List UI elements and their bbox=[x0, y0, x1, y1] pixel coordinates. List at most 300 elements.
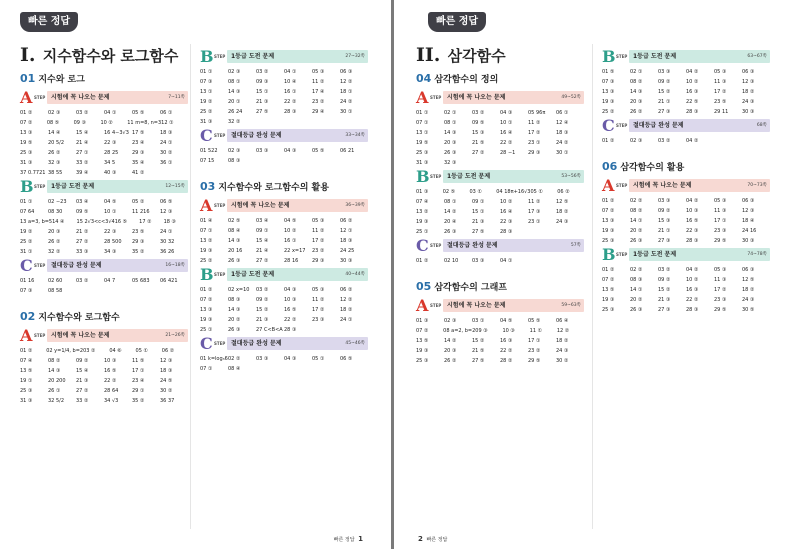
answer-row bbox=[602, 236, 770, 246]
answer-grid bbox=[20, 346, 188, 406]
answer-cell: 09 ③ bbox=[256, 79, 269, 85]
step-title-text: 1등급 도전 문제 bbox=[231, 271, 275, 278]
answer-cell: 10 ② bbox=[686, 79, 699, 85]
answer-cell: 26 ① bbox=[48, 388, 61, 394]
answer-cell: 08 ② bbox=[630, 208, 643, 214]
answer-cell: 15 ② bbox=[472, 338, 485, 344]
answer-cell: 18 ③ bbox=[160, 130, 173, 136]
answer-grid bbox=[200, 354, 368, 374]
answer-cell: 02 ③ bbox=[48, 110, 61, 116]
section-gap bbox=[200, 166, 368, 180]
step-letter: A bbox=[602, 176, 615, 195]
answer-cell: 09 ② bbox=[76, 358, 89, 364]
answer-cell bbox=[340, 364, 368, 374]
answer-cell: 17 ② bbox=[714, 287, 727, 293]
step-pages: 12~15쪽 bbox=[165, 184, 185, 189]
answer-row bbox=[602, 285, 770, 295]
answer-row bbox=[416, 316, 584, 326]
answer-cell: 30 ② bbox=[160, 150, 173, 156]
step-word: STEP bbox=[616, 123, 628, 128]
step-title bbox=[227, 268, 368, 281]
answer-cell: 09 ② bbox=[658, 277, 671, 283]
answer-cell: 05 ① bbox=[312, 356, 325, 362]
step-title bbox=[629, 248, 770, 261]
right-col1-blocks bbox=[416, 72, 584, 366]
step-letter: A bbox=[20, 88, 33, 107]
step-title-text: 시험에 꼭 나오는 문제 bbox=[51, 332, 110, 339]
answer-cell: 32 ③ bbox=[444, 160, 457, 166]
answer-cell: 06 ③ bbox=[340, 69, 353, 75]
answer-cell: 19 ③ bbox=[602, 99, 615, 105]
answer-cell: 07 64 bbox=[20, 209, 35, 215]
answer-row bbox=[200, 146, 368, 156]
answer-cell: 31 ① bbox=[20, 249, 33, 255]
answer-cell: 24 ② bbox=[556, 140, 569, 146]
left-column-2 bbox=[200, 48, 368, 374]
answer-cell: 17 ② bbox=[139, 219, 152, 225]
answer-cell: 07 ① bbox=[200, 366, 213, 372]
step-pages: 53~56쪽 bbox=[561, 174, 581, 179]
answer-row bbox=[200, 77, 368, 87]
answer-row bbox=[20, 207, 188, 217]
section-number: 02 bbox=[20, 310, 36, 323]
answer-cell bbox=[104, 286, 132, 296]
answer-cell: 06 ⑤ bbox=[340, 356, 353, 362]
answer-cell: 16 ① bbox=[284, 89, 297, 95]
answer-row bbox=[20, 148, 188, 158]
answer-cell: 02 ① bbox=[630, 69, 643, 75]
answer-row bbox=[200, 87, 368, 97]
answer-cell: 01 ① bbox=[20, 199, 33, 205]
answer-cell: 07 ② bbox=[200, 297, 213, 303]
answer-cell: 02 ① bbox=[444, 110, 457, 116]
answer-cell: 01 ④ bbox=[200, 218, 213, 224]
answer-cell: 12 ③ bbox=[742, 208, 755, 214]
answer-cell: 21 ③ bbox=[76, 378, 89, 384]
step-pages: 40~44쪽 bbox=[345, 272, 365, 277]
answer-row bbox=[602, 77, 770, 87]
answer-cell: 33 ② bbox=[76, 160, 89, 166]
page-number: 1 bbox=[358, 535, 363, 543]
answer-cell: 30 ③ bbox=[340, 258, 353, 264]
answer-cell: 24 ⑤ bbox=[160, 378, 173, 384]
answer-cell: 18 ② bbox=[340, 307, 353, 313]
answer-cell: 16 ③ bbox=[686, 287, 699, 293]
answer-cell: 12 ① bbox=[161, 120, 174, 126]
section-title bbox=[416, 72, 584, 85]
step-title-text: 절대등급 완성 문제 bbox=[231, 132, 282, 139]
answer-cell: 11 ② bbox=[528, 120, 541, 126]
answer-cell: 23 ③ bbox=[312, 317, 325, 323]
answer-cell: 23 ⑤ bbox=[132, 229, 145, 235]
step-title-text: 시험에 꼭 나오는 문제 bbox=[633, 182, 692, 189]
answer-cell: 03 ③ bbox=[658, 69, 671, 75]
answer-cell: 23 ④ bbox=[132, 140, 145, 146]
answer-cell: 15 ③ bbox=[472, 130, 485, 136]
answer-cell: 21 ③ bbox=[256, 99, 269, 105]
answer-cell: 25 ③ bbox=[602, 238, 615, 244]
answer-cell: 18 ③ bbox=[340, 238, 353, 244]
page-right bbox=[394, 0, 785, 549]
quick-answer-tab: 빠른 정답 bbox=[20, 12, 78, 32]
step-title-text: 1등급 도전 문제 bbox=[231, 53, 275, 60]
answer-cell: 20 ③ bbox=[444, 348, 457, 354]
answer-cell: 18 ② bbox=[556, 209, 569, 215]
answer-cell: 14 ③ bbox=[228, 307, 241, 313]
answer-cell bbox=[528, 158, 556, 168]
answer-cell: 25 ② bbox=[200, 258, 213, 264]
answer-row bbox=[602, 196, 770, 206]
answer-row bbox=[20, 286, 188, 296]
section-number: 06 bbox=[602, 160, 618, 173]
answer-cell bbox=[714, 136, 742, 146]
answer-cell: 01 ② bbox=[20, 110, 33, 116]
answer-row bbox=[416, 128, 584, 138]
step-letter: C bbox=[416, 236, 429, 255]
step-letter: C bbox=[20, 256, 33, 275]
step-title bbox=[227, 199, 368, 212]
answer-cell: 03 ② bbox=[472, 110, 485, 116]
answer-cell: 28 ② bbox=[500, 358, 513, 364]
answer-cell: 16 ① bbox=[284, 238, 297, 244]
answer-cell: 10 ① bbox=[500, 120, 513, 126]
answer-cell: 13 ② bbox=[200, 238, 213, 244]
step-pages: 70~73쪽 bbox=[747, 183, 767, 188]
answer-cell bbox=[340, 156, 368, 166]
answer-cell: 08 ⑤ bbox=[46, 120, 60, 126]
answer-cell: 17 ② bbox=[528, 130, 541, 136]
step-letter: C bbox=[200, 126, 213, 145]
answer-cell: 17 ② bbox=[714, 89, 727, 95]
answer-cell: 20 ③ bbox=[444, 140, 457, 146]
answer-cell: 29 ⑤ bbox=[528, 358, 541, 364]
answer-row bbox=[20, 386, 188, 396]
answer-cell: 06 ② bbox=[161, 348, 175, 354]
answer-cell: 32 ③ bbox=[48, 160, 61, 166]
answer-grid bbox=[602, 196, 770, 246]
answer-cell: 25 ③ bbox=[20, 388, 33, 394]
answer-cell: 19 ⑤ bbox=[416, 140, 429, 146]
step-title bbox=[47, 329, 188, 342]
answer-row bbox=[416, 356, 584, 366]
answer-cell: 05 ③ bbox=[714, 198, 727, 204]
answer-cell: 24 ③ bbox=[742, 297, 755, 303]
answer-cell: 11 ② bbox=[312, 228, 325, 234]
answer-cell: 08 ① bbox=[444, 199, 457, 205]
answer-cell: 27 ③ bbox=[658, 109, 671, 115]
step-word: STEP bbox=[430, 174, 442, 179]
answer-row bbox=[20, 346, 188, 356]
answer-cell: 02 y=1/4, b=2 bbox=[46, 348, 84, 354]
answer-cell: 31 ③ bbox=[200, 119, 213, 125]
answer-cell: 07 ④ bbox=[416, 199, 429, 205]
answer-row bbox=[416, 256, 584, 266]
answer-cell: 25 ③ bbox=[416, 150, 429, 156]
answer-cell: 06 21 bbox=[340, 148, 355, 154]
answer-cell: 03 ① bbox=[469, 189, 482, 195]
answer-grid bbox=[602, 67, 770, 117]
answer-cell: 21 ④ bbox=[76, 140, 89, 146]
answer-cell: 19 ③ bbox=[200, 317, 213, 323]
answer-cell: 23 ② bbox=[312, 248, 325, 254]
answer-cell bbox=[528, 256, 556, 266]
step-title-text: 시험에 꼭 나오는 문제 bbox=[447, 302, 506, 309]
step-header-c bbox=[416, 236, 584, 255]
answer-row bbox=[200, 364, 368, 374]
answer-cell: 12 ③ bbox=[160, 358, 173, 364]
answer-cell: 22 ② bbox=[500, 348, 513, 354]
answer-cell: 08 ③ bbox=[630, 277, 643, 283]
answer-cell: 26 ② bbox=[630, 109, 643, 115]
answer-cell: 23 ① bbox=[528, 219, 541, 225]
answer-cell: 22 ② bbox=[284, 317, 297, 323]
answer-cell: 30 ① bbox=[340, 109, 353, 115]
answer-row bbox=[200, 67, 368, 77]
answer-grid bbox=[20, 108, 188, 178]
answer-cell: 25 ① bbox=[200, 327, 213, 333]
section-gap bbox=[602, 146, 770, 160]
answer-grid bbox=[200, 67, 368, 127]
answer-cell: 28 16 bbox=[284, 258, 299, 264]
answer-cell: 29 ③ bbox=[132, 150, 145, 156]
answer-cell: 23 ② bbox=[312, 99, 325, 105]
answer-cell: 27 ② bbox=[76, 239, 89, 245]
step-header-a bbox=[602, 176, 770, 195]
answer-cell: 04 ③ bbox=[284, 148, 297, 154]
answer-cell: 10 ③ bbox=[104, 358, 117, 364]
answer-cell: 06 ④ bbox=[556, 318, 569, 324]
answer-row bbox=[602, 107, 770, 117]
answer-cell: 35 ② bbox=[132, 398, 145, 404]
answer-row bbox=[416, 207, 584, 217]
answer-cell: 10 ③ bbox=[284, 297, 297, 303]
answer-cell: 23 ④ bbox=[132, 378, 145, 384]
answer-cell: 11 ② bbox=[312, 297, 325, 303]
answer-cell: 02 ② bbox=[630, 198, 643, 204]
answer-row bbox=[20, 276, 188, 286]
answer-cell: 19 ② bbox=[20, 229, 33, 235]
step-word: STEP bbox=[616, 54, 628, 59]
step-pages: 59~63쪽 bbox=[561, 303, 581, 308]
answer-cell: 34 ③ bbox=[104, 249, 117, 255]
answer-cell: 04 ③ bbox=[284, 356, 297, 362]
answer-cell: 27 ② bbox=[76, 388, 89, 394]
answer-row bbox=[20, 356, 188, 366]
answer-cell: 27 ② bbox=[472, 150, 485, 156]
step-title bbox=[227, 337, 368, 350]
answer-cell: 26 ② bbox=[48, 150, 61, 156]
step-letter: C bbox=[200, 334, 213, 353]
step-word: STEP bbox=[214, 54, 226, 59]
answer-cell: 08 ④ bbox=[228, 228, 241, 234]
answer-cell: 18 ③ bbox=[163, 219, 176, 225]
answer-cell: 34 5 bbox=[104, 160, 116, 166]
section-gap bbox=[20, 296, 188, 310]
step-pages: 16~18쪽 bbox=[165, 263, 185, 268]
answer-cell: 14 ③ bbox=[228, 238, 241, 244]
answer-row bbox=[416, 326, 584, 336]
step-title-text: 1등급 도전 문제 bbox=[633, 53, 677, 60]
answer-cell: 02 10 bbox=[444, 258, 459, 264]
answer-cell: 01 ① bbox=[200, 69, 213, 75]
answer-row bbox=[200, 256, 368, 266]
answer-cell: 02 60 bbox=[48, 278, 63, 284]
answer-cell: 13 ③ bbox=[602, 218, 615, 224]
step-header-a bbox=[20, 88, 188, 107]
step-title-text: 시험에 꼭 나오는 문제 bbox=[231, 202, 290, 209]
step-title-text: 절대등급 완성 문제 bbox=[633, 122, 684, 129]
step-word: STEP bbox=[430, 243, 442, 248]
answer-cell: 04 ① bbox=[500, 258, 513, 264]
answer-cell: 21 ① bbox=[658, 228, 671, 234]
answer-cell: 32 5/2 bbox=[48, 398, 64, 404]
step-title bbox=[443, 239, 584, 252]
step-pages: 21~26쪽 bbox=[165, 333, 185, 338]
answer-cell: 25 ① bbox=[416, 229, 429, 235]
answer-cell: 13 ③ bbox=[20, 130, 33, 136]
answer-row bbox=[602, 275, 770, 285]
answer-cell: 01 ② bbox=[602, 198, 615, 204]
section-title bbox=[20, 72, 188, 85]
answer-cell: 10 ① bbox=[104, 209, 117, 215]
step-pages: 33~34쪽 bbox=[345, 133, 365, 138]
answer-cell: 22 ② bbox=[500, 140, 513, 146]
answer-cell: 26 24 bbox=[228, 109, 243, 115]
answer-row bbox=[20, 158, 188, 168]
answer-cell: 31 ③ bbox=[20, 160, 33, 166]
step-title bbox=[443, 91, 584, 104]
answer-cell bbox=[256, 364, 284, 374]
answer-cell: 04 ⑤ bbox=[104, 199, 117, 205]
answer-cell: 01 ⑤ bbox=[602, 69, 615, 75]
answer-cell: 30 ③ bbox=[742, 109, 755, 115]
step-header-b bbox=[416, 167, 584, 186]
answer-cell: 35 ② bbox=[132, 249, 145, 255]
answer-grid bbox=[200, 216, 368, 266]
answer-cell: 28 ③ bbox=[686, 109, 699, 115]
answer-cell: 16 ③ bbox=[686, 89, 699, 95]
answer-cell: 11 ② bbox=[528, 199, 541, 205]
answer-cell: 14 ③ bbox=[444, 130, 457, 136]
answer-cell: 26 ③ bbox=[228, 258, 241, 264]
chapter-name: 삼각함수 bbox=[447, 47, 506, 65]
step-letter: A bbox=[416, 88, 429, 107]
answer-cell: 12 ③ bbox=[742, 79, 755, 85]
answer-cell: 01 ③ bbox=[416, 318, 429, 324]
answer-cell: 11 216 bbox=[132, 209, 150, 215]
answer-cell: 04 ② bbox=[686, 267, 699, 273]
step-header-a bbox=[416, 88, 584, 107]
section-gap bbox=[416, 266, 584, 280]
answer-cell bbox=[312, 156, 340, 166]
answer-cell: 06 421 bbox=[160, 278, 178, 284]
answer-cell: 32 ② bbox=[228, 119, 241, 125]
answer-cell bbox=[340, 117, 368, 127]
step-title-text: 절대등급 완성 문제 bbox=[51, 262, 102, 269]
answer-cell: 21 ④ bbox=[256, 248, 269, 254]
answer-row bbox=[416, 118, 584, 128]
step-letter: C bbox=[602, 116, 615, 135]
answer-row bbox=[200, 216, 368, 226]
answer-row bbox=[20, 128, 188, 138]
answer-cell: 17 ④ bbox=[312, 89, 325, 95]
answer-cell: 30 ② bbox=[160, 388, 173, 394]
step-pages: 36~39쪽 bbox=[345, 203, 365, 208]
answer-cell: 40 ③ bbox=[104, 170, 117, 176]
answer-cell: 19 ② bbox=[200, 99, 213, 105]
answer-cell: 06 ③ bbox=[742, 267, 755, 273]
step-letter: A bbox=[20, 326, 33, 345]
answer-cell: 03 ② bbox=[658, 138, 671, 144]
answer-cell: 14 ④ bbox=[48, 130, 61, 136]
answer-grid bbox=[602, 265, 770, 315]
answer-cell: 18 ② bbox=[742, 287, 755, 293]
answer-cell bbox=[76, 286, 104, 296]
answer-cell bbox=[500, 158, 528, 168]
step-letter: B bbox=[602, 47, 616, 66]
answer-cell: 06 ② bbox=[340, 287, 353, 293]
answer-cell: 06 ② bbox=[557, 189, 570, 195]
section-number: 03 bbox=[200, 180, 216, 193]
answer-cell: 09 ⑤ bbox=[76, 209, 89, 215]
answer-cell: 29 11 bbox=[714, 109, 729, 115]
step-letter: A bbox=[416, 296, 429, 315]
answer-cell: 14 ① bbox=[630, 287, 643, 293]
answer-cell: 05 ⑤ bbox=[132, 110, 145, 116]
answer-cell bbox=[312, 117, 340, 127]
answer-cell: 13 ② bbox=[416, 209, 429, 215]
answer-cell: 19 ⑤ bbox=[20, 140, 33, 146]
answer-row bbox=[602, 206, 770, 216]
answer-row bbox=[20, 217, 188, 227]
answer-cell: 04 7 bbox=[104, 278, 116, 284]
answer-grid bbox=[416, 316, 584, 366]
step-header-b bbox=[200, 265, 368, 284]
answer-grid bbox=[602, 136, 770, 146]
answer-row bbox=[416, 217, 584, 227]
answer-cell: 01 ② bbox=[200, 287, 213, 293]
answer-row bbox=[416, 187, 584, 197]
column-divider bbox=[592, 44, 593, 529]
answer-cell bbox=[556, 227, 584, 237]
answer-cell: 15 ② bbox=[658, 287, 671, 293]
answer-cell: 13 ③ bbox=[602, 89, 615, 95]
answer-cell: 21 ⑤ bbox=[472, 140, 485, 146]
answer-cell bbox=[312, 364, 340, 374]
step-word: STEP bbox=[430, 95, 442, 100]
step-title bbox=[629, 119, 770, 132]
answer-row bbox=[602, 216, 770, 226]
right-column-2 bbox=[602, 48, 770, 315]
answer-cell: 04 ⑥ bbox=[109, 348, 122, 354]
answer-cell: 22 ③ bbox=[500, 219, 513, 225]
answer-cell: 07 ② bbox=[602, 208, 615, 214]
step-word: STEP bbox=[430, 303, 442, 308]
answer-cell: 07 ① bbox=[200, 228, 213, 234]
answer-cell: 20 ④ bbox=[444, 219, 457, 225]
answer-cell: 12 ② bbox=[340, 79, 353, 85]
answer-cell bbox=[556, 256, 584, 266]
step-pages: 57쪽 bbox=[570, 243, 581, 248]
answer-cell: 19 ③ bbox=[416, 219, 429, 225]
answer-cell: 30 ② bbox=[556, 358, 569, 364]
answer-cell: 39 ④ bbox=[76, 170, 89, 176]
chapter-roman: II. bbox=[416, 44, 441, 66]
answer-cell: 28 25 bbox=[104, 150, 119, 156]
answer-row bbox=[200, 156, 368, 166]
answer-cell: 12 ② bbox=[556, 328, 570, 334]
step-word: STEP bbox=[34, 95, 46, 100]
